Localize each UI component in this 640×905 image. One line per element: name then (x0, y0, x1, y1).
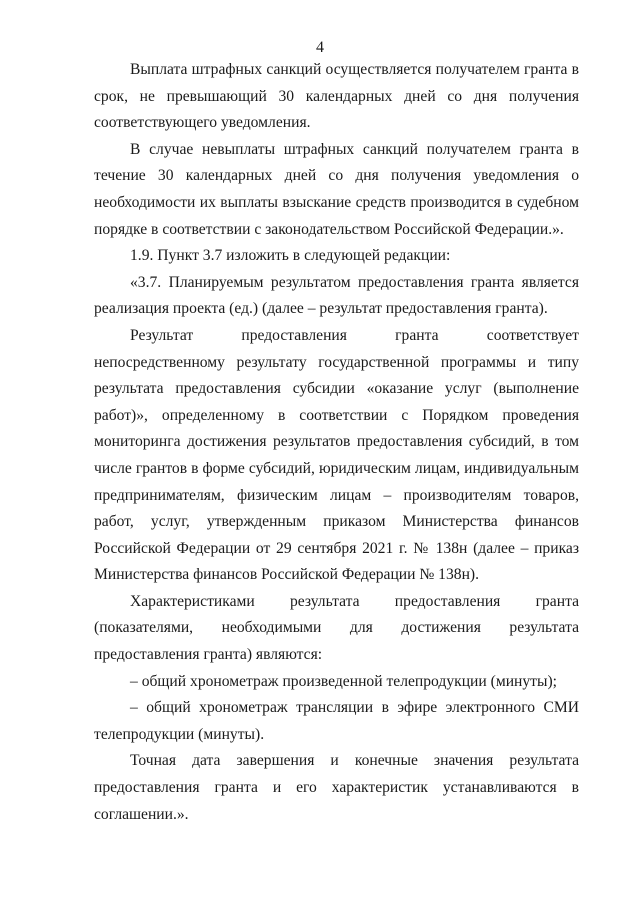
list-item-production-timing: – общий хронометраж произведенной телепродукции (минуты); (130, 672, 557, 690)
paragraph-characteristics-intro: Характеристиками результата предоставления гранта (показателями, необходимыми для достижения результата предоставления гранта) являются: (94, 592, 579, 664)
page-number: 4 (316, 39, 324, 56)
paragraph-item-1-9: 1.9. Пункт 3.7 изложить в следующей редакции: (130, 247, 451, 265)
paragraph-penalty-payment: Выплата штрафных санкций осуществляется получателем гранта в срок, не превышающий 30 календарных дней со дня получения соответствующего уведомления. (94, 61, 579, 132)
paragraph-grant-result: Результат предоставления гранта соответствует непосредственному результату государственной программы и типу результата предоставления субсидии «оказание услуг (выполнение работ)», определенному в соответствии с Порядком проведения мониторинга достижения результатов предоставления субсидий, в том числе грантов в форме субсидий, юридическим лицам, индивидуальным предпринимателям, физическим лицам – производителям товаров, работ, услуг, утвержденным приказом Министерства финансов Российской Федерации от 29 сентября 2021 г. № 138н (далее – приказ Министерства финансов Российской Федерации № 138н). (94, 326, 579, 584)
document-body (94, 57, 579, 828)
paragraph-penalty-nonpayment: В случае невыплаты штрафных санкций получателем гранта в течение 30 календарных дней со дня получения уведомления о необходимости их выплаты взыскание средств производится в судебном порядке в соответствии с законодательством Российской Федерации.». (94, 140, 579, 238)
paragraph-completion-date: Точная дата завершения и конечные значения результата предоставления гранта и его характеристик устанавливаются в соглашении.». (94, 752, 579, 823)
paragraph-item-3-7: «3.7. Планируемым результатом предоставления гранта является реализация проекта (ед.) (далее – результат предоставления гранта). (94, 273, 579, 318)
list-item-broadcast-timing: – общий хронометраж трансляции в эфире электронного СМИ телепродукции (минуты). (94, 699, 579, 743)
